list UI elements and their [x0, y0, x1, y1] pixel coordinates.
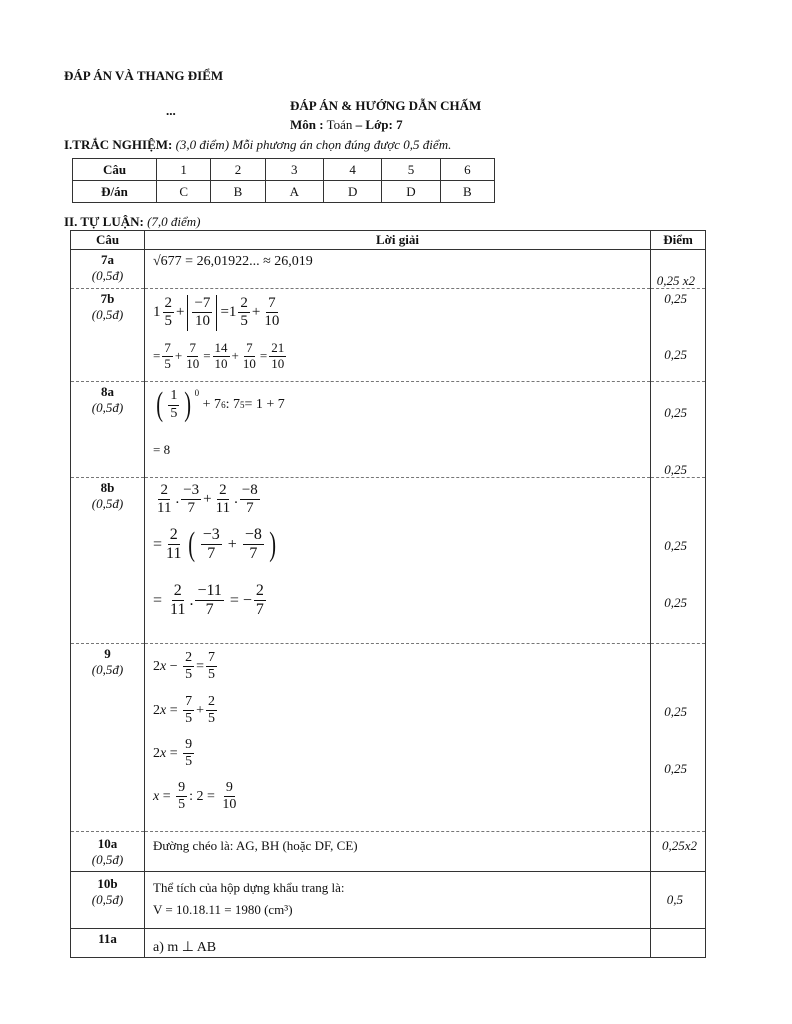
score-cell — [651, 289, 706, 382]
score-value: 0,25 — [664, 291, 687, 306]
solution-11a: a) m ⊥ AB — [153, 940, 217, 955]
mc-question-number: 1 — [157, 159, 211, 181]
score-cell — [651, 478, 706, 644]
mc-question-number: 3 — [265, 159, 323, 181]
solution-cell — [145, 872, 651, 929]
solution-8a-line1: ( $\frac{1}{5}$ ) $^0$ + 7 6 : 7 5 = 1 + 7 — [156, 386, 285, 423]
score-cell — [651, 832, 706, 872]
part1-heading-line — [64, 137, 451, 153]
header-dots: ... — [166, 103, 176, 118]
mc-question-number: 4 — [323, 159, 381, 181]
question-number: 10a — [97, 836, 118, 851]
score-value: 0,25 — [664, 347, 687, 362]
question-number: 10b — [97, 876, 118, 891]
question-number: 8b — [100, 480, 115, 495]
question-cell — [71, 644, 145, 832]
score-cell — [651, 382, 706, 478]
solution-8b-line1: $\frac{2}{11}$ . $\frac{-3}{7}$ + $\frac{2}{11}$ . $\frac{-8}{7}$ — [157, 482, 258, 517]
mc-answer: A — [265, 181, 323, 203]
mc-answer: D — [323, 181, 381, 203]
question-points: (0,5đ) — [91, 852, 124, 867]
subject-value: Toán — [326, 117, 353, 132]
row-9 — [71, 644, 706, 832]
part2-heading-line — [64, 214, 201, 230]
row-8a — [71, 382, 706, 478]
row-8b — [71, 478, 706, 644]
col-score-header: Điểm — [651, 231, 706, 250]
solution-7a: √677 = 26,01922... ≈ 26,019 — [153, 254, 313, 269]
question-points: (0,5đ) — [91, 892, 124, 907]
multiple-choice-table — [72, 158, 495, 203]
question-cell — [71, 478, 145, 644]
solution-8a-line2: = 8 — [153, 442, 171, 457]
score-value: 0,25 x2 — [656, 273, 695, 288]
mc-answer: D — [382, 181, 440, 203]
solution-9-line4: x = $\frac{9}{5}$ : 2 = $\frac{9}{10}$ — [153, 780, 237, 813]
essay-header-row — [71, 231, 706, 250]
row-7a — [71, 250, 706, 289]
mc-question-row — [73, 159, 495, 181]
question-number: 11a — [98, 931, 117, 946]
mc-answer-row — [73, 181, 495, 203]
part1-heading: I.TRẮC NGHIỆM: — [64, 137, 173, 152]
part2-note: (7,0 điểm) — [147, 214, 201, 229]
part2-heading: II. TỰ LUẬN: — [64, 214, 144, 229]
solution-10b-line1: Thể tích của hộp dựng khẩu trang là: — [153, 880, 345, 895]
solution-7b-line2: = $\frac{7}{5}$ + $\frac{7}{10}$ = $\frac{14}{10}$ + $\frac{7}{10}$ = $\frac{21}{10}$ — [153, 340, 285, 371]
mc-answer: B — [440, 181, 494, 203]
question-number: 8a — [101, 384, 114, 399]
solution-cell — [145, 929, 651, 958]
part1-note: (3,0 điểm) Mỗi phương án chọn đúng được 0,5 điểm. — [175, 137, 452, 152]
question-cell — [71, 832, 145, 872]
question-points: (0,5đ) — [91, 662, 124, 677]
grade-label: – Lớp: — [355, 117, 393, 132]
mc-answer: B — [211, 181, 265, 203]
row-7b — [71, 289, 706, 382]
question-number: 7a — [101, 252, 114, 267]
col-question-header: Câu — [71, 231, 145, 250]
mc-question-number: 6 — [440, 159, 494, 181]
solution-10b-line2: V = 10.18.11 = 1980 (cm³) — [153, 902, 293, 917]
row-10b — [71, 872, 706, 929]
question-points: (0,5đ) — [91, 307, 124, 322]
col-solution-header: Lời giải — [145, 231, 651, 250]
question-cell — [71, 929, 145, 958]
score-value: 0,25 — [664, 761, 687, 776]
document-title: ĐÁP ÁN VÀ THANG ĐIỂM — [64, 68, 224, 83]
score-value: 0,25 — [664, 704, 687, 719]
mc-answer: C — [157, 181, 211, 203]
solution-9-line1: 2 x − $\frac{2}{5}$ = $\frac{7}{5}$ — [153, 650, 216, 683]
mc-question-number: 2 — [211, 159, 265, 181]
score-cell — [651, 872, 706, 929]
solution-cell — [145, 644, 651, 832]
solution-cell — [145, 382, 651, 478]
score-cell — [651, 929, 706, 958]
solution-7b-line1: 1 $\frac{2}{5}$ + $\frac{-7}{10}$ =1 $\frac{2}{5}$ + $\frac{7}{10}$ — [153, 295, 280, 330]
solution-cell — [145, 478, 651, 644]
score-value: 0,25 — [664, 405, 687, 420]
solution-8b-line2: = $\frac{2}{11}$ ( $\frac{-3}{7}$ + $\frac{-8}{7}$ ) — [153, 525, 276, 563]
solution-cell — [145, 289, 651, 382]
solution-9-line2: 2 x = $\frac{7}{5}$ + $\frac{2}{5}$ — [153, 694, 216, 727]
subject-line — [290, 117, 403, 133]
question-points: (0,5đ) — [91, 268, 124, 283]
score-value: 0,5 — [666, 892, 683, 907]
subject-label: Môn : — [290, 117, 324, 132]
score-value: 0,25x2 — [661, 838, 697, 853]
solution-cell — [145, 250, 651, 289]
question-number: 9 — [104, 646, 111, 661]
mc-answer-label: Đ/án — [73, 181, 157, 203]
solution-8b-line3: = $\frac{2}{11}$ . $\frac{-11}{7}$ = − $\frac{2}{7}$ — [153, 582, 264, 619]
question-cell — [71, 289, 145, 382]
score-cell — [651, 250, 706, 289]
question-cell — [71, 382, 145, 478]
row-11a — [71, 929, 706, 958]
question-cell — [71, 250, 145, 289]
solution-cell — [145, 832, 651, 872]
question-points: (0,5đ) — [91, 400, 124, 415]
solution-9-line3: 2 x = $\frac{9}{5}$ — [153, 737, 193, 770]
score-value: 0,25 — [664, 538, 687, 553]
question-points: (0,5đ) — [91, 496, 124, 511]
grade-value: 7 — [396, 117, 403, 132]
question-cell — [71, 872, 145, 929]
score-value: 0,25 — [664, 595, 687, 610]
question-number: 7b — [100, 291, 115, 306]
answer-key-title: ĐÁP ÁN & HƯỚNG DẪN CHẤM — [290, 98, 482, 113]
mc-question-number: 5 — [382, 159, 440, 181]
mc-question-label: Câu — [73, 159, 157, 181]
solution-10a: Đường chéo là: AG, BH (hoặc DF, CE) — [153, 838, 358, 853]
score-cell — [651, 644, 706, 832]
essay-table — [70, 230, 706, 958]
row-10a — [71, 832, 706, 872]
score-value: 0,25 — [664, 462, 687, 477]
